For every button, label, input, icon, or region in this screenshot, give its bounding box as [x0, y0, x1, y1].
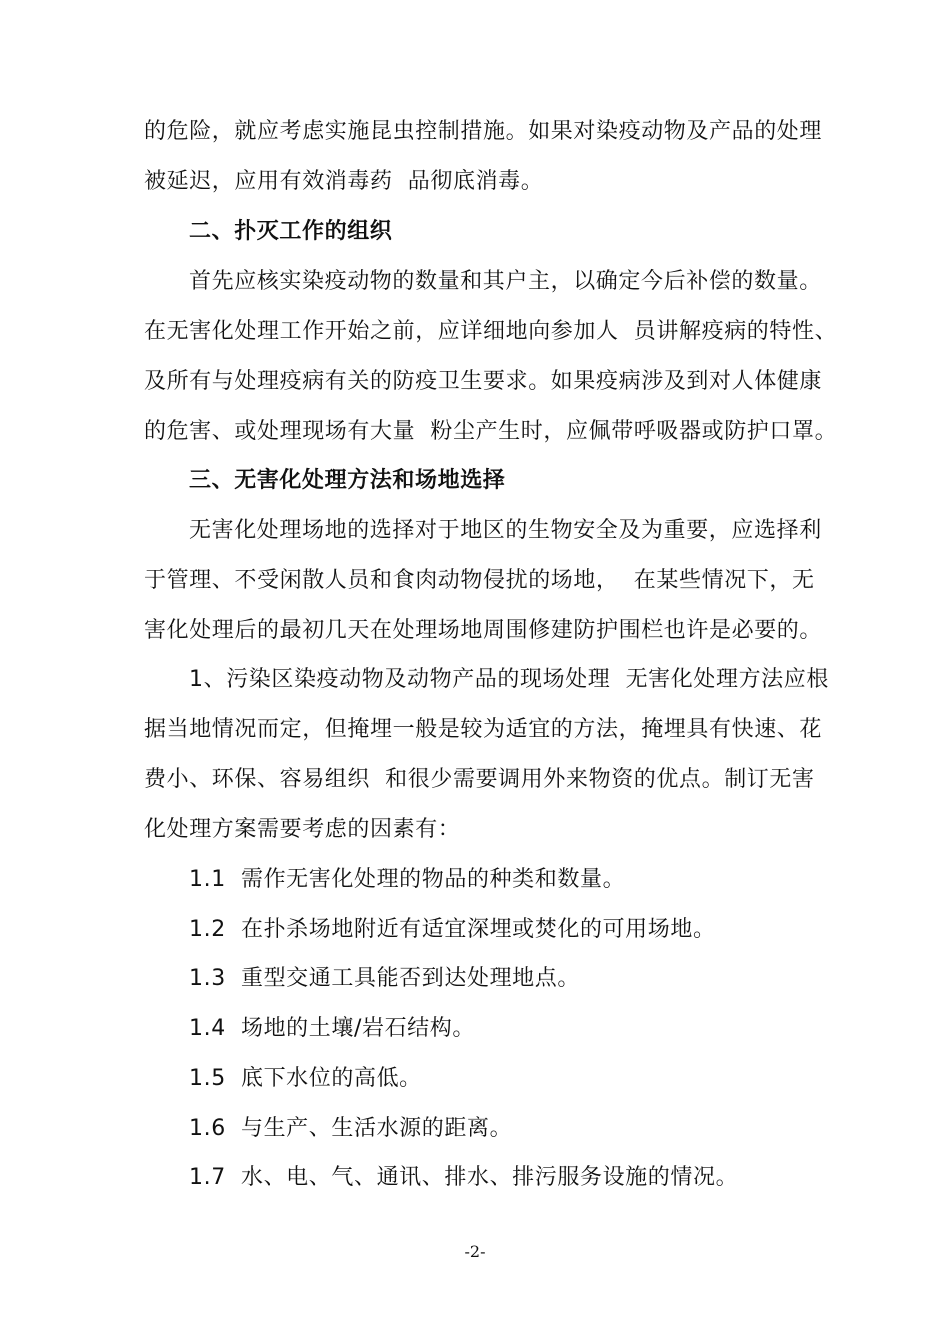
- body-text-line: 被延迟，应用有效消毒药 品彻底消毒。: [144, 169, 544, 194]
- list-item: 1.3 重型交通工具能否到达处理地点。: [189, 966, 580, 991]
- body-text-line: 无害化处理场地的选择对于地区的生物安全及为重要，应选择利: [189, 518, 822, 543]
- list-item: 1.2 在扑杀场地附近有适宜深埋或焚化的可用场地。: [189, 917, 716, 942]
- body-text-line: 的危险，就应考虑实施昆虫控制措施。如果对染疫动物及产品的处理: [144, 119, 823, 144]
- list-item: 1.6 与生产、生活水源的距离。: [189, 1116, 513, 1141]
- list-item: 1.7 水、电、气、通讯、排水、排污服务设施的情况。: [189, 1165, 739, 1190]
- list-item: 1.4 场地的土壤/岩石结构。: [189, 1016, 475, 1041]
- body-text-line: 化处理方案需要考虑的因素有：: [144, 817, 461, 842]
- body-text-line: 的危害、或处理现场有大量 粉尘产生时，应佩带呼吸器或防护口罩。: [144, 419, 838, 444]
- section-heading: 二、扑灭工作的组织: [189, 219, 393, 244]
- body-text-line: 害化处理后的最初几天在处理场地周围修建防护围栏也许是必要的。: [144, 618, 823, 643]
- body-text-line: 在无害化处理工作开始之前，应详细地向参加人 员讲解疫病的特性、: [144, 319, 838, 344]
- body-text-line: 费小、环保、容易组织 和很少需要调用外来物资的优点。制订无害: [144, 767, 815, 792]
- section-heading: 三、无害化处理方法和场地选择: [189, 468, 506, 493]
- page-number: -2-: [464, 1242, 486, 1261]
- body-text-line: 1、污染区染疫动物及动物产品的现场处理 无害化处理方法应根: [189, 667, 829, 692]
- body-text-line: 于管理、不受闲散人员和食肉动物侵扰的场地， 在某些情况下，无: [144, 568, 815, 593]
- body-text-line: 首先应核实染疫动物的数量和其户主，以确定今后补偿的数量。: [189, 269, 822, 294]
- list-item: 1.5 底下水位的高低。: [189, 1066, 422, 1091]
- body-text-line: 据当地情况而定，但掩埋一般是较为适宜的方法，掩埋具有快速、花: [144, 717, 823, 742]
- list-item: 1.1 需作无害化处理的物品的种类和数量。: [189, 867, 626, 892]
- body-text-line: 及所有与处理疫病有关的防疫卫生要求。如果疫病涉及到对人体健康: [144, 369, 823, 394]
